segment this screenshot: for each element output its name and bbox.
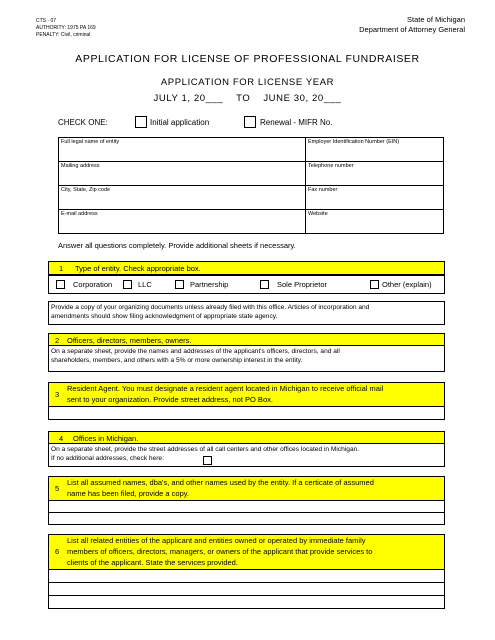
mailing-address-label: Mailing address xyxy=(61,163,100,169)
mailing-address-field[interactable] xyxy=(58,161,306,186)
section-3-header xyxy=(48,382,445,407)
section-1-title: Type of entity. Check appropriate box. xyxy=(75,264,201,273)
form-code: CTS - 07 xyxy=(36,18,57,24)
fax-label: Fax number xyxy=(308,187,338,193)
email-label: E-mail address xyxy=(61,211,98,217)
sole-proprietor-checkbox[interactable] xyxy=(260,280,269,289)
section-3-line-2: sent to your organization. Provide street address, not PO Box. xyxy=(67,395,273,404)
telephone-label: Telephone number xyxy=(308,163,354,169)
penalty-text: PENALTY: Civil, criminal xyxy=(36,32,91,38)
section-6-number: 6 xyxy=(55,547,60,556)
section-2-line-2: shareholders, members, and others with a 5% or more ownership interest in the entity. xyxy=(51,357,303,364)
organizing-note-line-1: Provide a copy of your organizing documents unless already filed with this office. Articles of incorporation and xyxy=(51,304,370,311)
section-5-number: 5 xyxy=(55,484,60,493)
organizing-documents-note xyxy=(48,301,445,325)
section-4-title: Offices in Michigan. xyxy=(73,434,139,443)
assumed-names-field-2[interactable] xyxy=(48,512,445,525)
website-field[interactable] xyxy=(305,209,444,234)
section-2-body xyxy=(48,345,445,372)
corporation-label: Corporation xyxy=(73,280,113,289)
license-year-label: APPLICATION FOR LICENSE YEAR xyxy=(160,77,335,88)
full-legal-name-field[interactable] xyxy=(58,137,306,162)
section-5-line-2: name has been filed, provide a copy. xyxy=(67,489,190,498)
section-2-line-1: On a separate sheet, provide the names and addresses of the applicant's officers, directors, and all xyxy=(51,348,340,355)
full-legal-name-label: Full legal name of entity xyxy=(61,139,120,145)
section-5-line-1: List all assumed names, dba's, and other names used by the entity. If a certicate of assumed xyxy=(67,478,374,487)
llc-checkbox[interactable] xyxy=(123,280,132,289)
telephone-field[interactable] xyxy=(305,161,444,186)
section-2-number: 2 xyxy=(55,336,60,345)
department-name: Department of Attorney General xyxy=(359,25,465,34)
partnership-checkbox[interactable] xyxy=(175,280,184,289)
section-6-header xyxy=(48,534,445,570)
related-entities-field-2[interactable] xyxy=(48,582,445,596)
section-1-header xyxy=(48,261,445,275)
form-title: APPLICATION FOR LICENSE OF PROFESSIONAL FUNDRAISER xyxy=(75,53,420,65)
initial-application-label: Initial application xyxy=(150,118,210,127)
related-entities-field-3[interactable] xyxy=(48,595,445,609)
initial-application-checkbox[interactable] xyxy=(135,116,147,128)
ein-label: Employer Identification Number (EIN) xyxy=(308,139,400,145)
authority-text: AUTHORITY: 1975 PA 169 xyxy=(36,25,96,31)
email-field[interactable] xyxy=(58,209,306,234)
section-5-header xyxy=(48,476,445,501)
check-one-label: CHECK ONE: xyxy=(58,118,108,127)
other-checkbox[interactable] xyxy=(370,280,379,289)
city-state-zip-field[interactable] xyxy=(58,185,306,210)
sole-proprietor-label: Sole Proprietor xyxy=(277,280,328,289)
section-1-number: 1 xyxy=(59,264,64,273)
fax-field[interactable] xyxy=(305,185,444,210)
organizing-note-line-2: amendments should show filing acknowledgment of appropriate state agency. xyxy=(51,313,278,320)
license-year-from[interactable]: JULY 1, 20___ xyxy=(153,93,224,104)
section-4-number: 4 xyxy=(59,434,64,443)
section-4-line-2: If no additional addresses, check here: xyxy=(51,455,164,462)
ein-field[interactable] xyxy=(305,137,444,162)
section-4-line-1: On a separate sheet, provide the street addresses of all call centers and other offices located in Michigan. xyxy=(51,446,360,453)
section-6-line-1: List all related entities of the applicant and entities owned or operated by immediate family xyxy=(67,536,366,545)
instructions-text: Answer all questions completely. Provide additional sheets if necessary. xyxy=(58,241,296,250)
website-label: Website xyxy=(308,211,328,217)
section-4-body xyxy=(48,443,445,467)
section-6-line-3: clients of the applicant. State the services provided. xyxy=(67,558,238,567)
section-6-line-2: members of officers, directors, managers, or owners of the applicant that provide services to xyxy=(67,547,373,556)
corporation-checkbox[interactable] xyxy=(56,280,65,289)
no-additional-addresses-checkbox[interactable] xyxy=(203,456,212,465)
renewal-label: Renewal - MIFR No. xyxy=(260,118,333,127)
other-label: Other (explain) xyxy=(382,280,432,289)
section-3-line-1: Resident Agent. You must designate a resident agent located in Michigan to receive official mail xyxy=(67,384,384,393)
city-state-zip-label: City, State, Zip code xyxy=(61,187,111,193)
license-year-range xyxy=(0,93,495,104)
license-year-to-word: TO xyxy=(236,93,251,104)
related-entities-field-1[interactable] xyxy=(48,569,445,583)
renewal-checkbox[interactable] xyxy=(244,116,256,128)
resident-agent-field[interactable] xyxy=(48,406,445,420)
section-3-number: 3 xyxy=(55,390,60,399)
section-2-title: Officers, directors, members, owners. xyxy=(67,336,192,345)
partnership-label: Partnership xyxy=(190,280,229,289)
state-name: State of Michigan xyxy=(407,15,465,24)
license-year-to[interactable]: JUNE 30, 20___ xyxy=(263,93,342,104)
llc-label: LLC xyxy=(138,280,152,289)
